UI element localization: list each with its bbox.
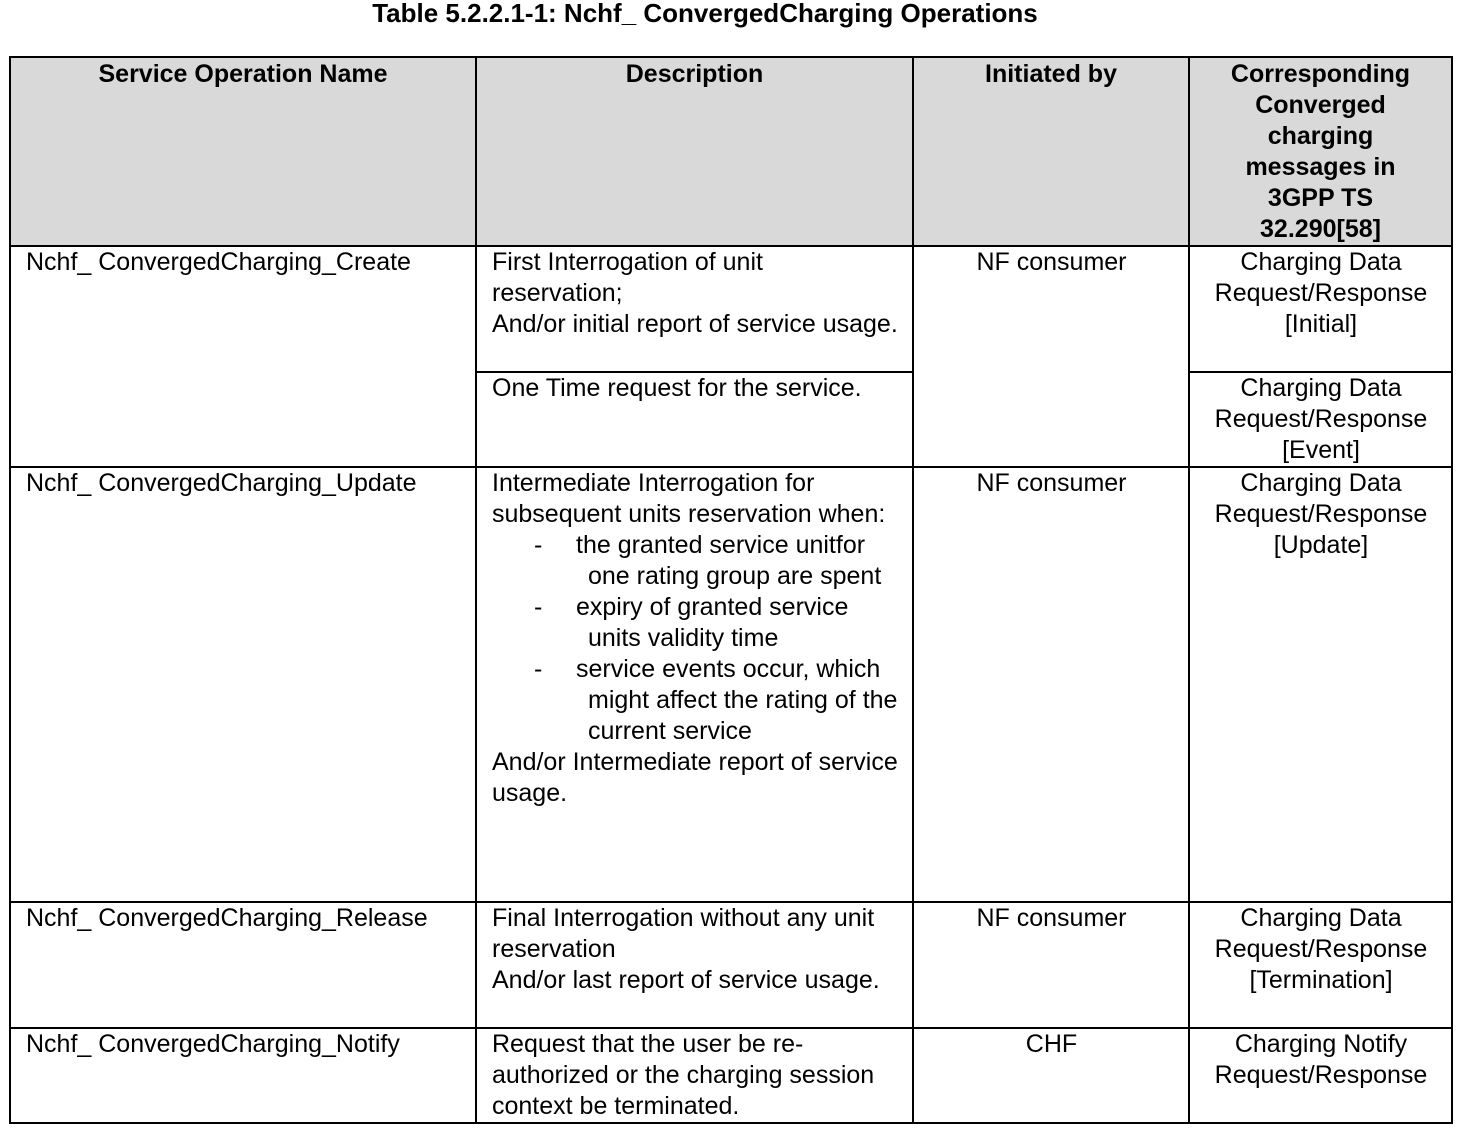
- bullet-text: expiry of granted service units validity time: [576, 593, 849, 652]
- operation-description: [476, 902, 913, 1028]
- operation-name: Nchf_ ConvergedCharging_Create: [10, 246, 476, 467]
- header-description: Description: [476, 57, 913, 246]
- initiated-by: NF consumer: [913, 902, 1189, 1028]
- description-line: Final Interrogation without any unit reservation: [492, 904, 875, 963]
- header-initiated-by: Initiated by: [913, 57, 1189, 246]
- description-outro: And/or Intermediate report of service usage.: [492, 748, 898, 807]
- operation-name: Nchf_ ConvergedCharging_Update: [10, 467, 476, 902]
- initiated-by: NF consumer: [913, 467, 1189, 902]
- description-line: First Interrogation of unit reservation;: [492, 248, 763, 307]
- bullet-text: service events occur, which might affect the rating of the current service: [576, 655, 898, 745]
- operation-description: [476, 246, 913, 372]
- header-row: [10, 57, 1452, 246]
- table-row-update: [10, 467, 1452, 902]
- bullet-dash: -: [534, 531, 543, 559]
- bullet-item: [492, 530, 898, 592]
- initiated-by: NF consumer: [913, 246, 1189, 467]
- operation-description: Request that the user be re-authorized or the charging session context be terminated.: [476, 1028, 913, 1123]
- operation-description: [476, 467, 913, 902]
- bullet-item: [492, 654, 898, 747]
- bullet-dash: -: [534, 655, 543, 683]
- charging-message: Charging Data Request/Response [Update]: [1189, 467, 1452, 902]
- table-row-release: [10, 902, 1452, 1028]
- table-row-create: [10, 246, 1452, 372]
- description-line: And/or last report of service usage.: [492, 966, 880, 994]
- operation-description: One Time request for the service.: [476, 372, 913, 467]
- description-line: And/or initial report of service usage.: [492, 310, 898, 338]
- operation-name: Nchf_ ConvergedCharging_Notify: [10, 1028, 476, 1123]
- bullet-item: [492, 592, 898, 654]
- charging-message: Charging Data Request/Response [Event]: [1189, 372, 1452, 467]
- charging-message: Charging Notify Request/Response: [1189, 1028, 1452, 1123]
- charging-message: Charging Data Request/Response [Initial]: [1189, 246, 1452, 372]
- table-row-notify: [10, 1028, 1452, 1123]
- bullet-dash: -: [534, 593, 543, 621]
- operations-table: [9, 56, 1453, 1124]
- bullet-text: the granted service unitfor one rating group are spent: [576, 531, 882, 590]
- description-intro: Intermediate Interrogation for subsequent units reservation when:: [492, 469, 886, 528]
- table-caption: Table 5.2.2.1-1: Nchf_ ConvergedCharging Operations: [372, 0, 1038, 28]
- initiated-by: CHF: [913, 1028, 1189, 1123]
- header-corresponding-messages: Corresponding Converged charging messages in 3GPP TS 32.290[58]: [1189, 57, 1452, 246]
- operation-name: Nchf_ ConvergedCharging_Release: [10, 902, 476, 1028]
- header-service-operation-name: Service Operation Name: [10, 57, 476, 246]
- charging-message: Charging Data Request/Response [Termination]: [1189, 902, 1452, 1028]
